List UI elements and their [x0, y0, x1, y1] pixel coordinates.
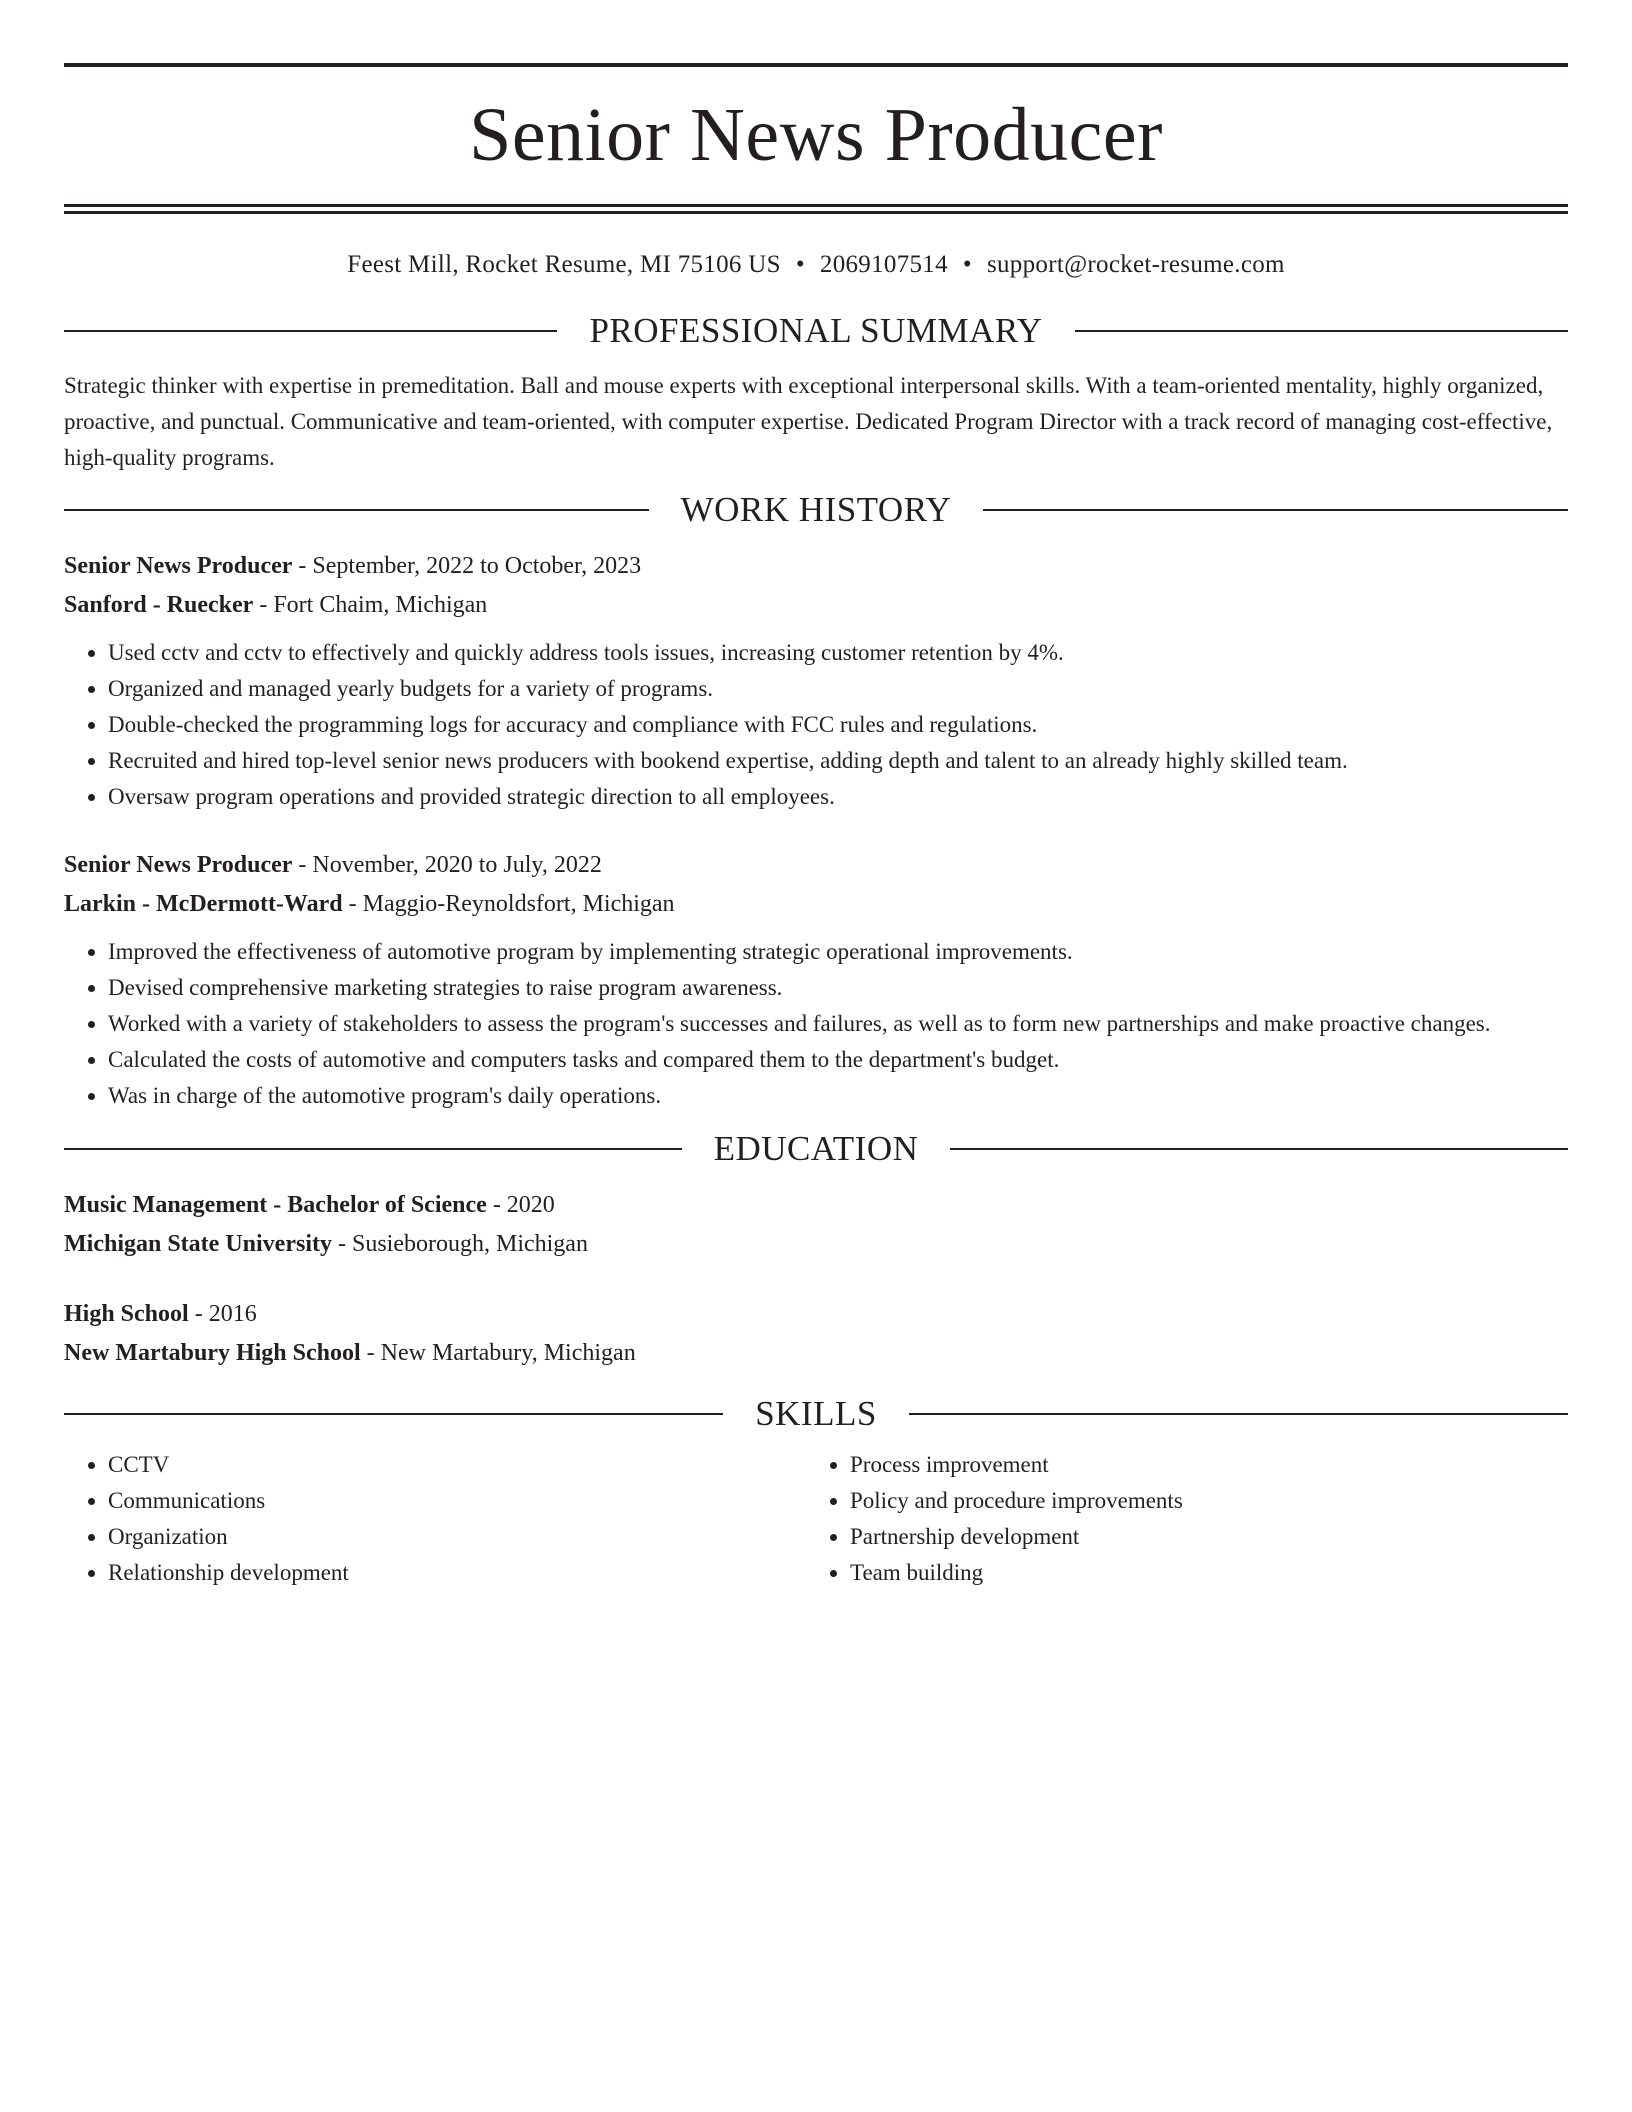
education-location: - Susieborough, Michigan	[331, 1231, 588, 1257]
summary-heading: PROFESSIONAL SUMMARY	[589, 311, 1043, 350]
job-location: - Maggio-Reynoldsfort, Michigan	[342, 891, 675, 917]
contact-address: Feest Mill, Rocket Resume, MI 75106 US	[347, 251, 781, 278]
skills-list-right	[806, 1447, 1548, 1591]
section-rule	[909, 1413, 1568, 1415]
section-rule	[64, 330, 557, 332]
job-title: Senior News Producer	[64, 553, 293, 579]
list-item: • Organization	[108, 1519, 806, 1555]
list-item: • CCTV	[108, 1447, 806, 1483]
job-entry	[64, 846, 1568, 1114]
job-company: Sanford - Ruecker	[64, 592, 254, 618]
work-heading: WORK HISTORY	[680, 490, 952, 529]
job-company: Larkin - McDermott-Ward	[64, 891, 343, 917]
education-school-line	[64, 1334, 1568, 1373]
section-rule	[64, 509, 649, 511]
job-title-line	[64, 846, 1568, 885]
contact-separator: •	[795, 251, 805, 278]
job-company-line	[64, 586, 1568, 625]
list-item: • Was in charge of the automotive program's daily operations.	[108, 1078, 1568, 1114]
job-dates: - September, 2022 to October, 2023	[292, 553, 642, 579]
top-rule	[64, 63, 1568, 67]
contact-phone: 2069107514	[819, 251, 948, 278]
education-degree: High School	[64, 1301, 189, 1327]
list-item: • Used cctv and cctv to effectively and quickly address tools issues, increasing customer retention by 4%.	[108, 635, 1568, 671]
job-location: - Fort Chaim, Michigan	[253, 592, 488, 618]
list-item: • Communications	[108, 1483, 806, 1519]
job-bullets	[64, 635, 1568, 815]
list-item: • Organized and managed yearly budgets for a variety of programs.	[108, 671, 1568, 707]
education-degree: Music Management - Bachelor of Science	[64, 1192, 487, 1218]
education-entry	[64, 1295, 1568, 1373]
list-item: • Recruited and hired top-level senior news producers with bookend expertise, adding depth and talent to an already highly skilled team.	[108, 743, 1568, 779]
contact-email: support@rocket-resume.com	[986, 251, 1285, 278]
skills-list-left	[64, 1447, 806, 1591]
summary-text: Strategic thinker with expertise in premeditation. Ball and mouse experts with exceptional interpersonal skills. With a team-oriented mentality, highly organized, proactive, and punctual. Communicative and team-oriented, with computer expertise. Dedicated Program Director with a track record of managing cost-effective, high-quality programs.	[64, 373, 1553, 470]
work-section-header	[64, 487, 1568, 533]
job-dates: - November, 2020 to July, 2022	[292, 852, 602, 878]
double-rule	[64, 204, 1568, 214]
list-item: • Partnership development	[850, 1519, 1548, 1555]
contact-line	[64, 249, 1568, 281]
list-item: • Policy and procedure improvements	[850, 1483, 1548, 1519]
education-degree-line	[64, 1186, 1568, 1225]
education-school: Michigan State University	[64, 1231, 332, 1257]
job-company-line	[64, 885, 1568, 924]
skills-section-header	[64, 1391, 1568, 1437]
skills-heading: SKILLS	[755, 1394, 877, 1433]
list-item: • Process improvement	[850, 1447, 1548, 1483]
education-degree-line	[64, 1295, 1568, 1334]
section-rule	[64, 1148, 682, 1150]
section-rule	[983, 509, 1568, 511]
job-title: Senior News Producer	[64, 852, 293, 878]
contact-separator: •	[962, 251, 972, 278]
list-item: • Oversaw program operations and provided strategic direction to all employees.	[108, 779, 1568, 815]
list-item: • Team building	[850, 1555, 1548, 1591]
education-section-header	[64, 1126, 1568, 1172]
education-heading: EDUCATION	[713, 1129, 919, 1168]
education-school: New Martabury High School	[64, 1340, 361, 1366]
list-item: • Devised comprehensive marketing strategies to raise program awareness.	[108, 970, 1568, 1006]
job-title-line	[64, 547, 1568, 586]
education-year: - 2020	[486, 1192, 555, 1218]
education-location: - New Martabury, Michigan	[360, 1340, 636, 1366]
skills-columns	[64, 1447, 1568, 1591]
section-rule	[950, 1148, 1568, 1150]
education-entry	[64, 1186, 1568, 1264]
section-rule	[1075, 330, 1568, 332]
education-school-line	[64, 1225, 1568, 1264]
education-year: - 2016	[188, 1301, 257, 1327]
job-entry	[64, 547, 1568, 815]
list-item: • Relationship development	[108, 1555, 806, 1591]
section-rule	[64, 1413, 723, 1415]
list-item: • Improved the effectiveness of automotive program by implementing strategic operational improvements.	[108, 934, 1568, 970]
list-item: • Worked with a variety of stakeholders to assess the program's successes and failures, as well as to form new partnerships and make proactive changes.	[108, 1006, 1568, 1042]
resume-title: Senior News Producer	[469, 93, 1163, 177]
job-bullets	[64, 934, 1568, 1114]
list-item: • Calculated the costs of automotive and computers tasks and compared them to the department's budget.	[108, 1042, 1568, 1078]
list-item: • Double-checked the programming logs for accuracy and compliance with FCC rules and regulations.	[108, 707, 1568, 743]
summary-section-header	[64, 308, 1568, 354]
